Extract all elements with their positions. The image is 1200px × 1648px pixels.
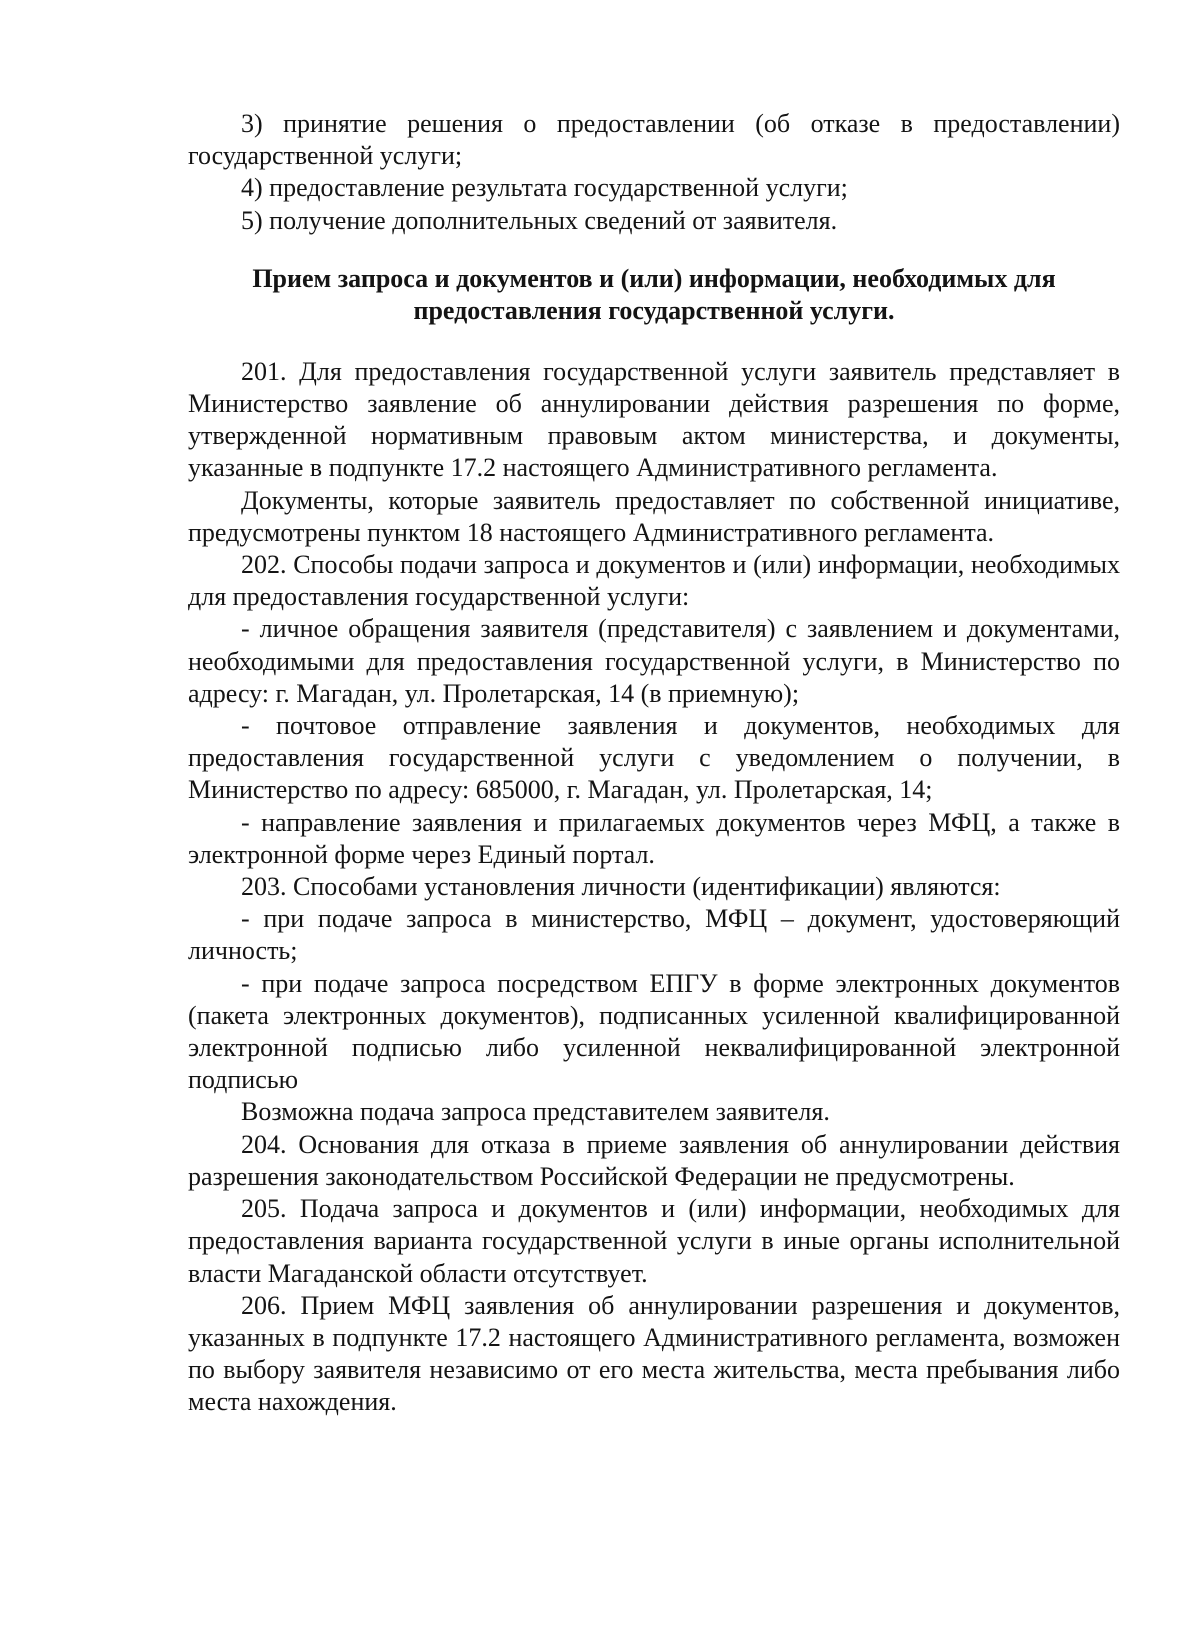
paragraph-203: 203. Способами установления личности (идентификации) являются: xyxy=(241,872,1001,902)
intro-item: 4) предоставление результата государственной услуги; xyxy=(241,173,848,203)
paragraph-206: 206. Прием МФЦ заявления об аннулировании разрешения и документов, указанных в подпункте 17.2 настоящего Административного регламента, возможен по выбору заявителя независимо от его места жительства, места пребывания либо места нахождения. xyxy=(188,1290,1120,1417)
paragraph-202: 202. Способы подачи запроса и документов и (или) информации, необходимых для предоставления государственной услуги: xyxy=(188,550,1120,612)
document-body xyxy=(188,108,1120,1419)
list-item-epgu-signature: - при подаче запроса посредством ЕПГУ в форме электронных документов (пакета электронных документов), подписанных усиленной квалифицированной электронной подписью либо усиленной неквалифицированной электронной подписью xyxy=(188,968,1120,1095)
paragraph-204: 204. Основания для отказа в приеме заявления об аннулировании действия разрешения законодательством Российской Федерации не предусмотрены. xyxy=(188,1129,1120,1191)
paragraph-documents-own-initiative: Документы, которые заявитель предоставляет по собственной инициативе, предусмотрены пунктом 18 настоящего Административного регламента. xyxy=(188,485,1120,547)
paragraph-205: 205. Подача запроса и документов и (или) информации, необходимых для предоставления варианта государственной услуги в иные органы исполнительной власти Магаданской области отсутствует. xyxy=(188,1194,1120,1288)
intro-item: 3) принятие решения о предоставлении (об отказе в предоставлении) государственной услуги; xyxy=(188,109,1120,171)
list-item-postal: - почтовое отправление заявления и документов, необходимых для предоставления государственной услуги с уведомлением о получении, в Министерство по адресу: 685000, г. Магадан, ул. Пролетарская, 14; xyxy=(188,711,1120,805)
list-item-personal-visit: - личное обращения заявителя (представителя) с заявлением и документами, необходимыми для предоставления государственной услуги, в Министерство по адресу: г. Магадан, ул. Пролетарская, 14 (в приемную); xyxy=(188,614,1120,708)
section-heading: Прием запроса и документов и (или) информации, необходимых для предоставления государственной услуги. xyxy=(252,263,1056,325)
list-item-identity-document: - при подаче запроса в министерство, МФЦ – документ, удостоверяющий личность; xyxy=(188,904,1120,966)
paragraph-201: 201. Для предоставления государственной услуги заявитель представляет в Министерство заявление об аннулировании действия разрешения по форме, утвержденной нормативным правовым актом министерства, и документы, указанные в подпункте 17.2 настоящего Административного регламента. xyxy=(188,356,1120,483)
paragraph-representative: Возможна подача запроса представителем заявителя. xyxy=(241,1097,830,1127)
intro-item: 5) получение дополнительных сведений от заявителя. xyxy=(241,205,838,235)
list-item-mfc-portal: - направление заявления и прилагаемых документов через МФЦ, а также в электронной форме через Единый портал. xyxy=(188,807,1120,869)
